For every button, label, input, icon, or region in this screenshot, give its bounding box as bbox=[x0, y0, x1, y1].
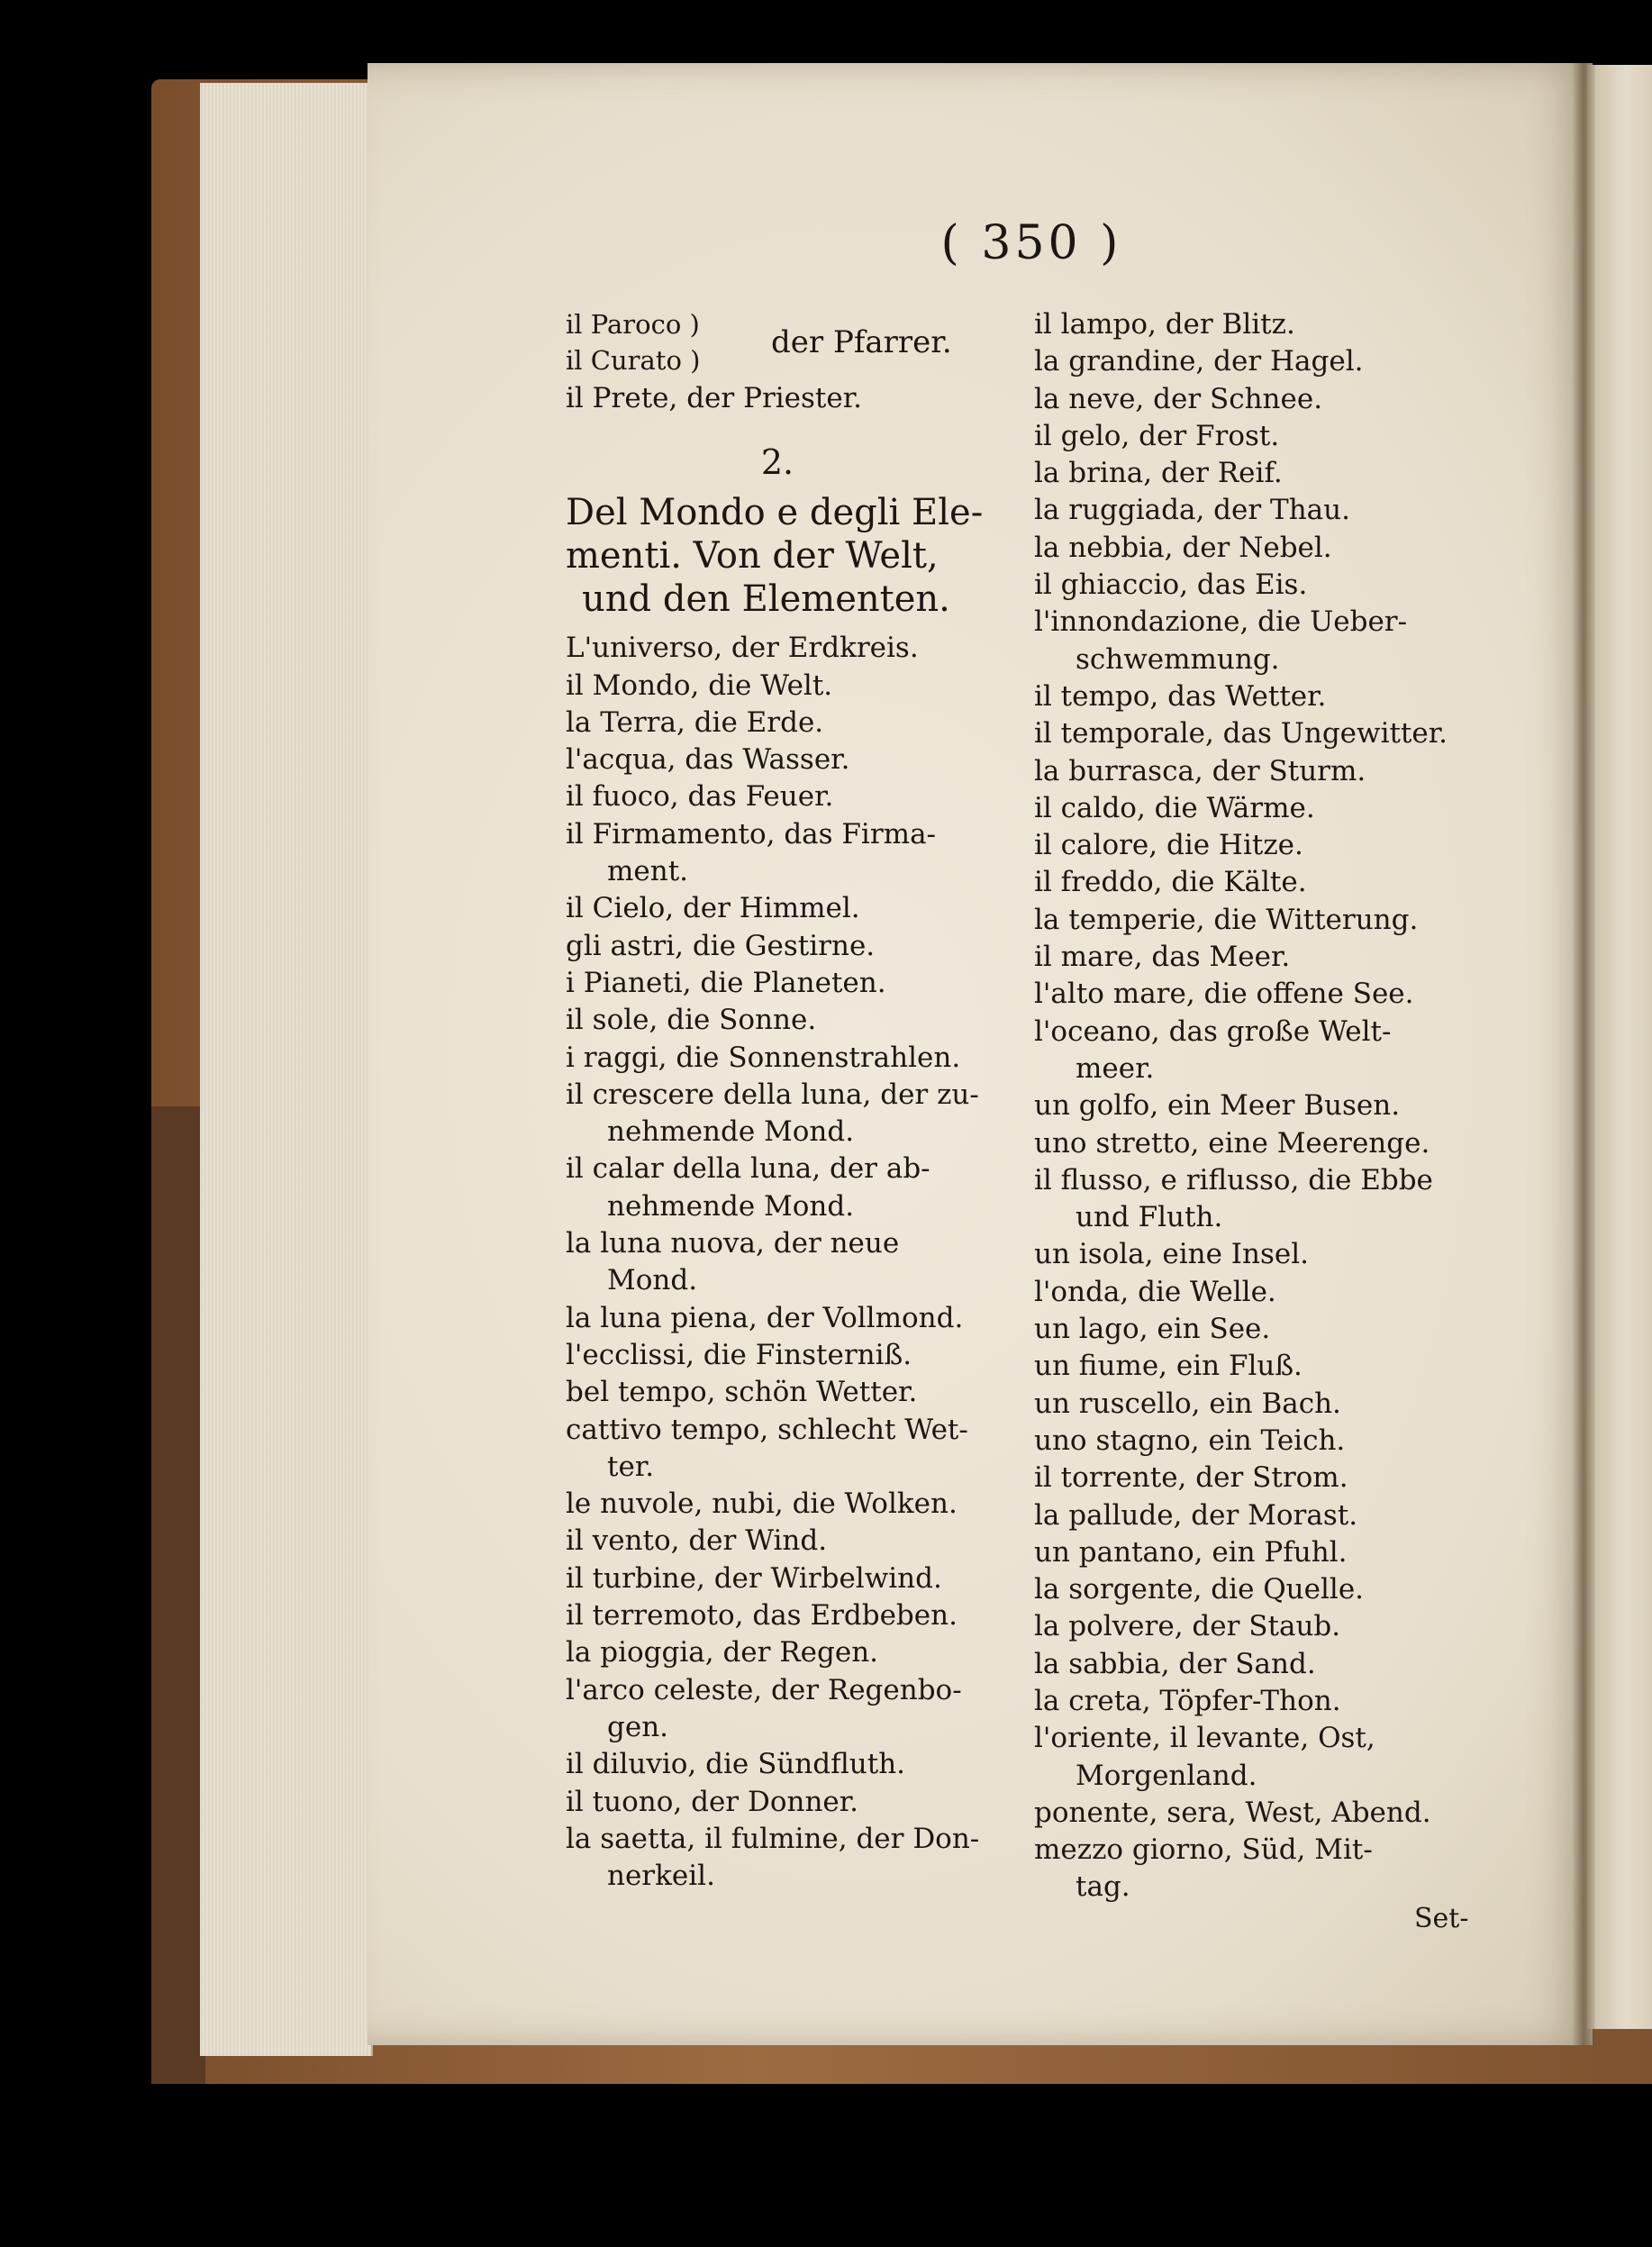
entry-line: il vento, der Wind. bbox=[566, 1524, 828, 1558]
entry-line: la saetta, il fulmine, der Don- bbox=[566, 1822, 980, 1855]
entry-line: L'universo, der Erdkreis. bbox=[566, 632, 919, 665]
entry-line: il diluvio, die Sündfluth. bbox=[566, 1748, 906, 1781]
entry-line: il temporale, das Ungewitter. bbox=[1034, 717, 1448, 751]
entry-line: il Cielo, der Himmel. bbox=[566, 892, 860, 925]
entry-line: le nuvole, nubi, die Wolken. bbox=[566, 1487, 958, 1521]
entry-line: il tempo, das Wetter. bbox=[1034, 679, 1327, 713]
right-column bbox=[1034, 306, 1502, 1906]
entry-line: ponente, sera, West, Abend. bbox=[1034, 1796, 1431, 1829]
entry-line: und Fluth. bbox=[1076, 1201, 1223, 1234]
entry-line: il Mondo, die Welt. bbox=[566, 669, 833, 702]
catchword: Set- bbox=[1414, 1903, 1469, 1934]
entry-line: un golfo, ein Meer Busen. bbox=[1034, 1089, 1401, 1123]
entry-line: il Firmamento, das Firma- bbox=[566, 817, 937, 851]
entry-line: un isola, eine Insel. bbox=[1034, 1238, 1310, 1271]
entry-line: l'arco celeste, der Regenbo- bbox=[566, 1673, 962, 1706]
bracketed-entry bbox=[566, 306, 998, 380]
entry-line: il calar della luna, der ab- bbox=[566, 1152, 930, 1186]
entry-line: l'onda, die Welle. bbox=[1034, 1275, 1276, 1308]
entry-line: nerkeil. bbox=[607, 1860, 715, 1893]
entry-line: l'innondazione, die Ueber- bbox=[1034, 605, 1408, 639]
entry-line: ter. bbox=[607, 1450, 655, 1483]
entry-line: mezzo giorno, Süd, Mit- bbox=[1034, 1833, 1373, 1867]
left-column bbox=[566, 306, 998, 1895]
entry-line: cattivo tempo, schlecht Wet- bbox=[566, 1413, 968, 1446]
entry-line: la Terra, die Erde. bbox=[566, 705, 824, 739]
entry-line: la pioggia, der Regen. bbox=[566, 1636, 879, 1669]
entry-line: l'alto mare, die offene See. bbox=[1034, 978, 1414, 1011]
left-entry-list bbox=[566, 630, 998, 1895]
entry-line: l'oriente, il levante, Ost, bbox=[1034, 1722, 1375, 1755]
entry-line: la sorgente, die Quelle. bbox=[1034, 1573, 1365, 1606]
entry-line: uno stretto, eine Meerenge. bbox=[1034, 1126, 1430, 1160]
entry-line: l'oceano, das große Welt- bbox=[1034, 1014, 1392, 1048]
section-number: 2. bbox=[760, 442, 794, 483]
entry-line: il flusso, e riflusso, die Ebbe bbox=[1034, 1163, 1433, 1196]
entry-line: la nebbia, der Nebel. bbox=[1034, 531, 1332, 564]
entry-line: il calore, die Hitze. bbox=[1034, 829, 1303, 862]
page-number: ( 350 ) bbox=[940, 216, 1122, 270]
entry-line: i Pianeti, die Planeten. bbox=[566, 966, 886, 999]
entry-line: la grandine, der Hagel. bbox=[1034, 345, 1364, 378]
entry-line: l'ecclissi, die Finsterniß. bbox=[566, 1338, 912, 1371]
entry-line: l'acqua, das Wasser. bbox=[566, 743, 850, 777]
entry-line: il fuoco, das Feuer. bbox=[566, 780, 834, 814]
page-gutter bbox=[1572, 63, 1595, 2045]
entry-line: il caldo, die Wärme. bbox=[1034, 791, 1315, 824]
entry-line: il Prete, der Priester. bbox=[566, 382, 862, 414]
section-heading-line: und den Elementen. bbox=[582, 578, 950, 621]
entry-line: la pallude, der Morast. bbox=[1034, 1498, 1358, 1532]
entry-line: un ruscello, ein Bach. bbox=[1034, 1387, 1341, 1420]
entry-line: il Curato ) bbox=[566, 345, 701, 376]
entry-line: un lago, ein See. bbox=[1034, 1313, 1271, 1346]
entry-line: gli astri, die Gestirne. bbox=[566, 929, 876, 962]
entry-line: il tuono, der Donner. bbox=[566, 1785, 859, 1818]
entry-line: bel tempo, schön Wetter. bbox=[566, 1376, 918, 1409]
entry-line: meer. bbox=[1076, 1051, 1155, 1085]
entry-line: Mond. bbox=[607, 1264, 698, 1297]
entry-line: tag. bbox=[1076, 1870, 1130, 1904]
entry-line: la creta, Töpfer-Thon. bbox=[1034, 1684, 1341, 1717]
entry-line: la luna piena, der Vollmond. bbox=[566, 1301, 964, 1334]
entry-line: ment. bbox=[607, 855, 689, 888]
entry-line: il lampo, der Blitz. bbox=[1034, 308, 1295, 341]
entry-line: Morgenland. bbox=[1076, 1759, 1257, 1792]
entry-line: i raggi, die Sonnenstrahlen. bbox=[566, 1041, 961, 1074]
entry-line: la sabbia, der Sand. bbox=[1034, 1647, 1316, 1680]
entry-translation: der Pfarrer. bbox=[771, 324, 952, 360]
entry-line: il ghiaccio, das Eis. bbox=[1034, 569, 1308, 602]
entry-line: la burrasca, der Sturm. bbox=[1034, 754, 1366, 787]
entry-line: il turbine, der Wirbelwind. bbox=[566, 1561, 942, 1595]
right-entry-list bbox=[1034, 306, 1502, 1906]
cover-cloth bbox=[151, 1106, 205, 2084]
entry-line: il gelo, der Frost. bbox=[1034, 419, 1280, 452]
entry-line: nehmende Mond. bbox=[607, 1189, 855, 1223]
entry-line: la brina, der Reif. bbox=[1034, 457, 1283, 490]
facing-page-edge bbox=[1587, 65, 1652, 2029]
entry-line: un pantano, ein Pfuhl. bbox=[1034, 1535, 1348, 1569]
entry-line: un fiume, ein Fluß. bbox=[1034, 1350, 1303, 1383]
entry-line: nehmende Mond. bbox=[607, 1115, 855, 1149]
entry-line: la neve, der Schnee. bbox=[1034, 382, 1323, 415]
entry-line: il freddo, die Kälte. bbox=[1034, 866, 1307, 899]
entry-line: il Paroco ) bbox=[566, 309, 700, 340]
entry-line: la ruggiada, der Thau. bbox=[1034, 494, 1350, 527]
entry-line: la luna nuova, der neue bbox=[566, 1227, 900, 1260]
entry-line: il torrente, der Strom. bbox=[1034, 1461, 1348, 1495]
entry-line: il terremoto, das Erdbeben. bbox=[566, 1599, 958, 1633]
entry-line: il sole, die Sonne. bbox=[566, 1004, 817, 1037]
entry-line: la polvere, der Staub. bbox=[1034, 1610, 1341, 1643]
entry-line: il mare, das Meer. bbox=[1034, 941, 1291, 974]
section-heading-line: menti. Von der Welt, bbox=[566, 535, 939, 578]
entry-line: uno stagno, ein Teich. bbox=[1034, 1424, 1346, 1457]
section-heading-line: Del Mondo e degli Ele- bbox=[566, 492, 984, 534]
entry-line: il crescere della luna, der zu- bbox=[566, 1078, 979, 1111]
page-edges bbox=[200, 83, 373, 2056]
entry-line: gen. bbox=[607, 1710, 669, 1743]
entry-line: schwemmung. bbox=[1076, 642, 1280, 676]
entry-line: la temperie, die Witterung. bbox=[1034, 903, 1419, 936]
